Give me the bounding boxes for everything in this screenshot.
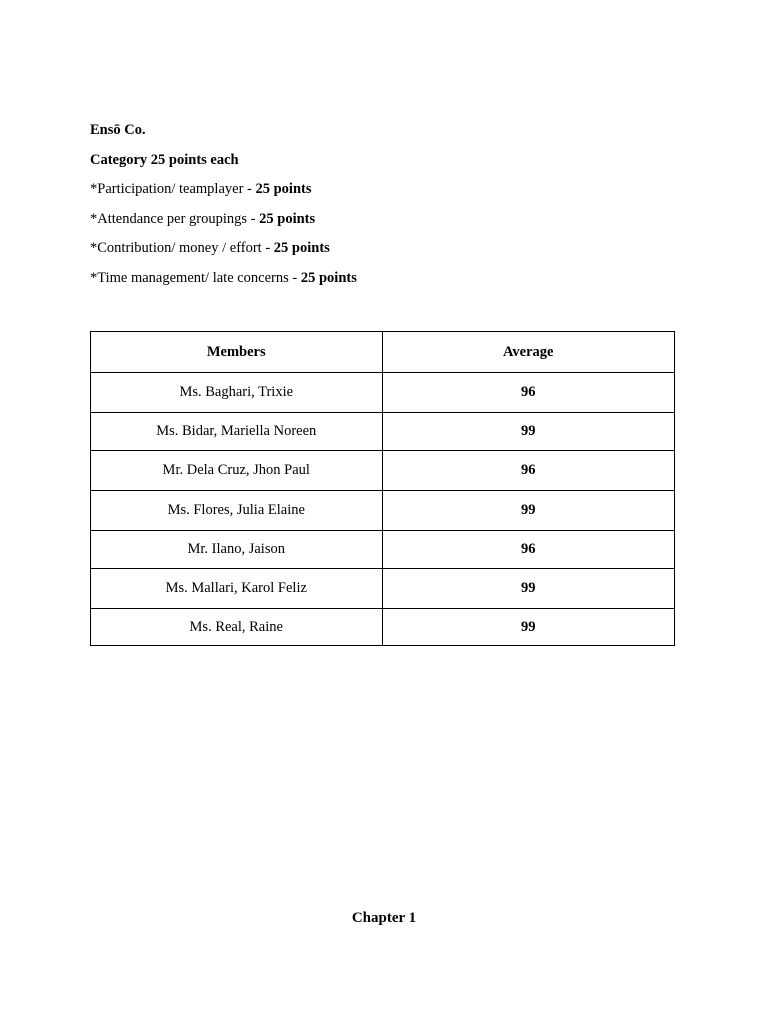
- header-average: Average: [382, 332, 675, 373]
- company-name: Ensō Co.: [90, 122, 146, 138]
- criteria-label: *Contribution/ money / effort -: [90, 240, 274, 256]
- member-cell: Ms. Baghari, Trixie: [91, 373, 383, 413]
- criteria-label: *Participation/ teamplayer -: [90, 181, 256, 197]
- table-row: [91, 569, 675, 609]
- category-title: Category 25 points each: [90, 151, 239, 168]
- member-cell: Ms. Flores, Julia Elaine: [91, 491, 383, 531]
- table-header-row: [91, 332, 675, 373]
- member-cell: Ms. Mallari, Karol Feliz: [91, 569, 383, 609]
- table-row: [91, 413, 675, 451]
- criteria-label: *Attendance per groupings -: [90, 210, 260, 227]
- chapter-heading: Chapter 1: [351, 910, 417, 926]
- heading-block: [90, 120, 690, 297]
- member-cell: Mr. Dela Cruz, Jhon Paul: [91, 451, 383, 491]
- criteria-points: 25 points: [300, 269, 357, 286]
- average-cell: 99: [382, 569, 675, 609]
- criteria-item: [90, 238, 690, 258]
- average-cell: 96: [382, 373, 675, 413]
- criteria-points: 25 points: [259, 210, 316, 227]
- criteria-item: [90, 268, 690, 288]
- average-cell: 99: [382, 413, 675, 451]
- criteria-points: 25 points: [255, 181, 312, 197]
- criteria-label: *Time management/ late concerns -: [90, 269, 301, 286]
- table-row: [91, 451, 675, 491]
- table-row: [91, 491, 675, 531]
- table-row: [91, 373, 675, 413]
- criteria-item: [90, 179, 690, 199]
- average-cell: 96: [382, 451, 675, 491]
- average-cell: 99: [382, 609, 675, 646]
- members-average-table: [90, 331, 675, 646]
- header-members: Members: [91, 332, 383, 373]
- average-cell: 96: [382, 531, 675, 569]
- criteria-points: 25 points: [273, 240, 330, 256]
- table-row: [91, 531, 675, 569]
- member-cell: Ms. Bidar, Mariella Noreen: [91, 413, 383, 451]
- table-row: [91, 609, 675, 646]
- member-cell: Ms. Real, Raine: [91, 609, 383, 646]
- member-cell: Mr. Ilano, Jaison: [91, 531, 383, 569]
- average-cell: 99: [382, 491, 675, 531]
- criteria-item: [90, 209, 690, 229]
